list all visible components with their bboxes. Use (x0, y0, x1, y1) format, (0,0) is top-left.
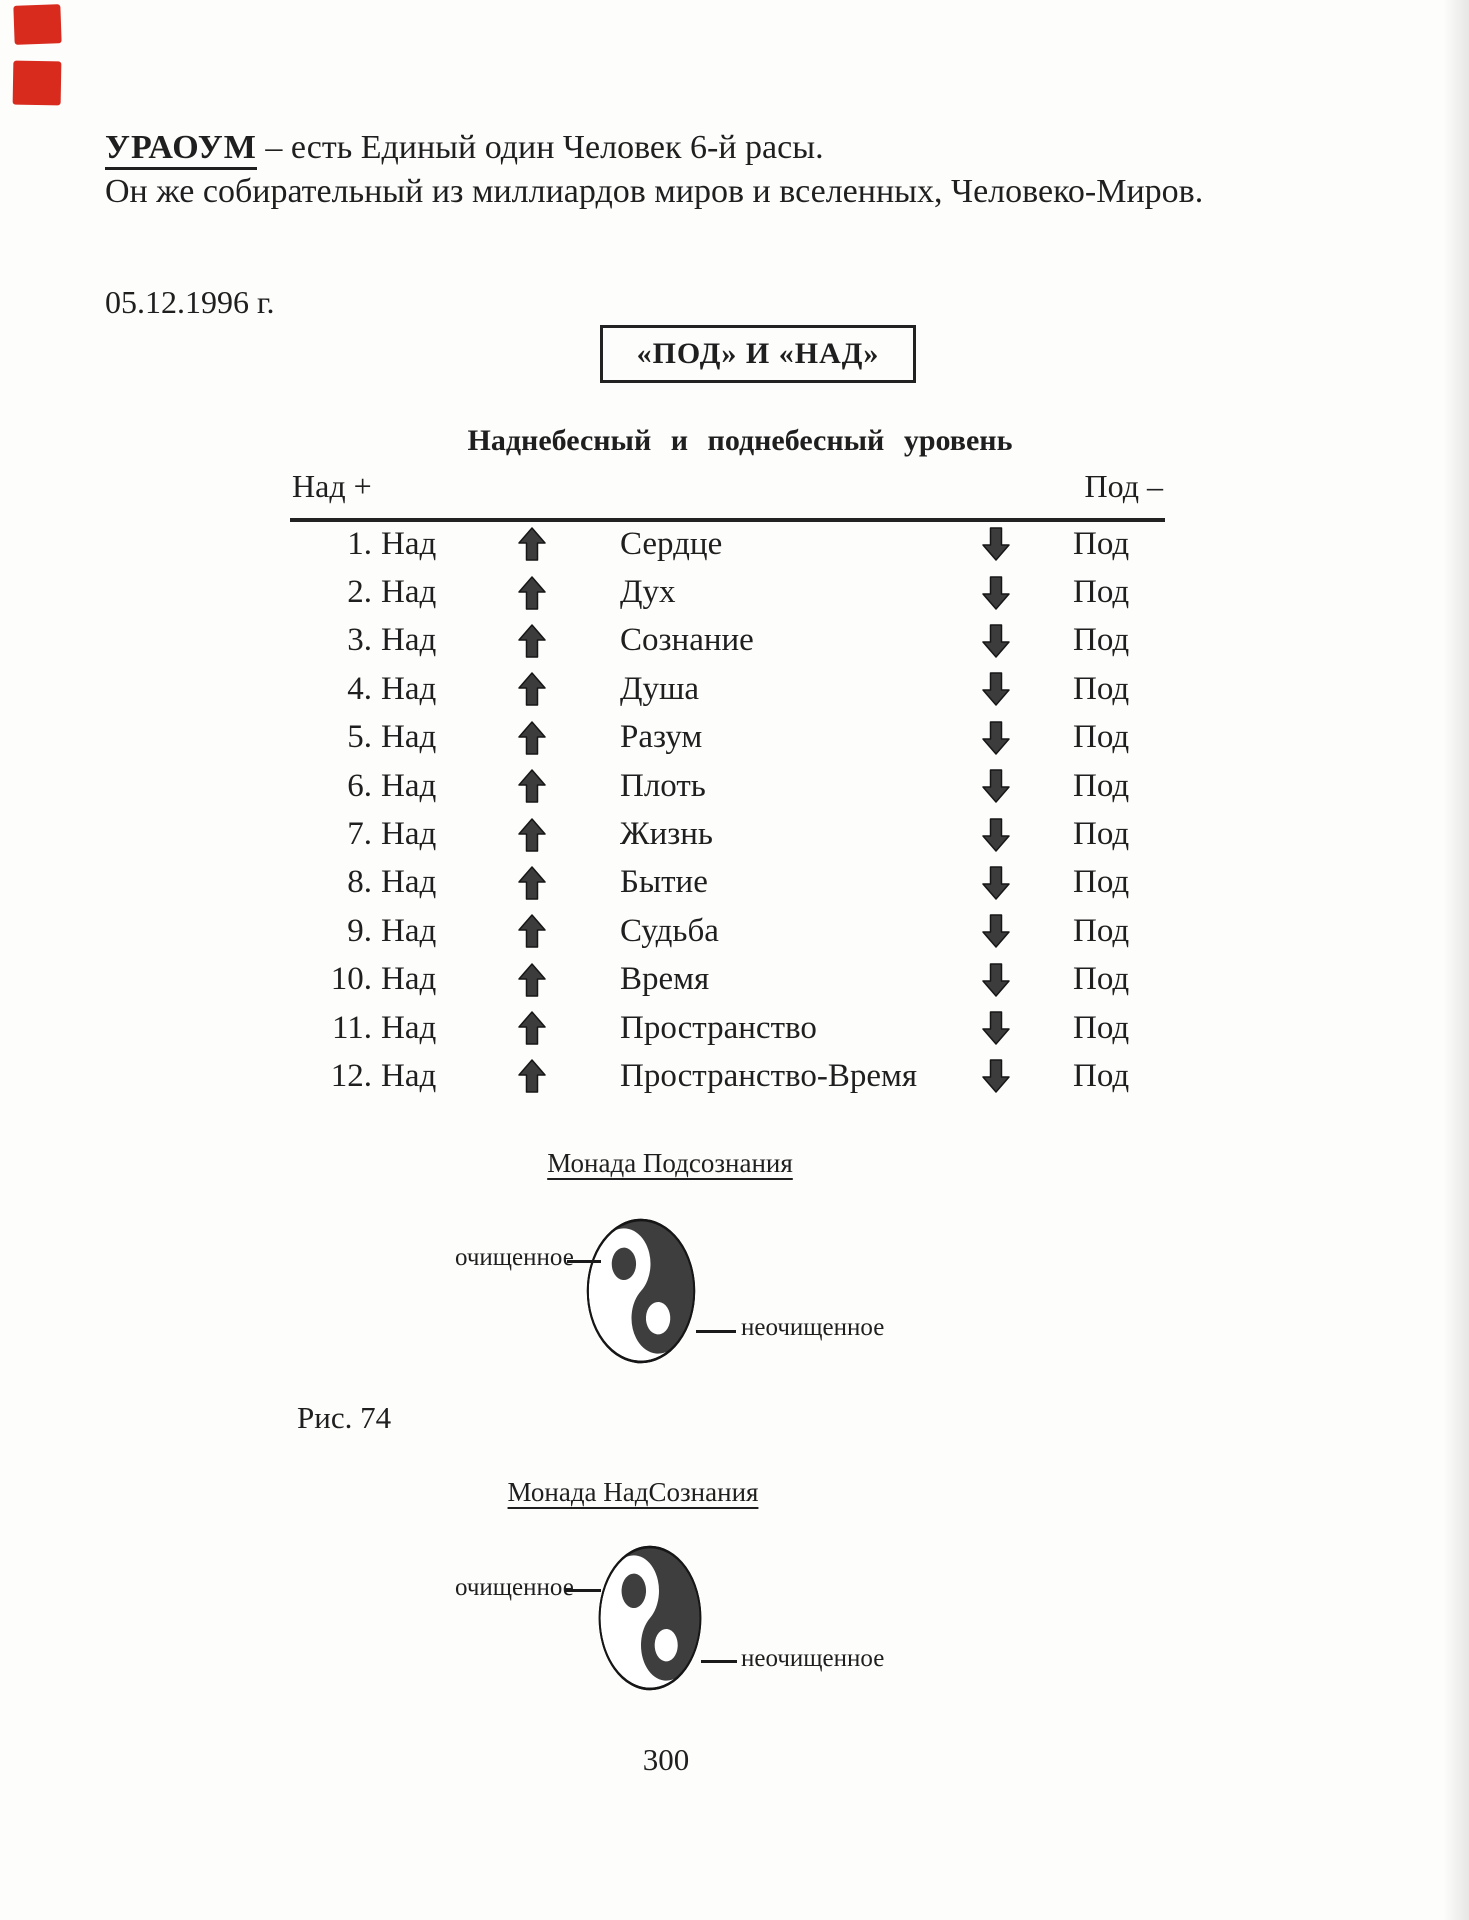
table-header-right: Под – (1084, 468, 1163, 504)
up-arrow-icon (462, 526, 602, 562)
yin-yang-diagram-2 (596, 1542, 704, 1694)
down-arrow-icon (952, 575, 1040, 611)
levels-table (290, 520, 1165, 1101)
row-number: 9. (347, 912, 372, 949)
row-pod-label: Под (1073, 719, 1130, 756)
row-number: 7. (347, 816, 372, 853)
header-term: УРАОУМ (105, 129, 257, 170)
row-term: Разум (620, 719, 703, 756)
page-number: 300 (642, 1742, 690, 1777)
down-arrow-icon (952, 1058, 1040, 1094)
row-number: 2. (347, 574, 372, 611)
boxed-title-text: «ПОД» И «НАД» (636, 337, 880, 370)
red-scan-mark (13, 61, 62, 106)
boxed-title (600, 325, 916, 383)
row-nad-label: Над (381, 912, 437, 949)
row-term: Время (620, 961, 710, 998)
up-arrow-icon (462, 1058, 602, 1094)
header-line-2: Он же собирательный из миллиардов миров и вселенных, Человеко-Миров. (105, 173, 1204, 210)
row-nad-label: Над (381, 525, 437, 562)
row-pod-label: Под (1073, 1057, 1130, 1094)
down-arrow-icon (952, 817, 1040, 853)
row-nad-label: Над (381, 574, 437, 611)
up-arrow-icon (462, 1010, 602, 1046)
row-term: Пространство (620, 1009, 817, 1046)
section-title: Наднебесный и поднебесный уровень (467, 424, 1013, 457)
red-scan-mark (13, 4, 61, 45)
scan-edge-shadow (1443, 0, 1469, 1920)
row-nad-label: Над (381, 961, 437, 998)
row-number: 4. (347, 670, 372, 707)
row-nad-label: Над (381, 767, 437, 804)
row-pod-label: Под (1073, 1009, 1130, 1046)
row-term: Судьба (620, 912, 719, 949)
row-term: Плоть (620, 767, 706, 804)
row-number: 8. (347, 864, 372, 901)
row-term: Сознание (620, 622, 754, 659)
row-pod-label: Под (1073, 816, 1130, 853)
monad-2-label-unpurified: неочищенное (741, 1645, 885, 1672)
down-arrow-icon (952, 623, 1040, 659)
row-nad-label: Над (381, 864, 437, 901)
row-nad-label: Над (381, 622, 437, 659)
monad-1-label-purified: очищенное (455, 1244, 574, 1271)
down-arrow-icon (952, 1010, 1040, 1046)
table-header (290, 468, 1165, 522)
down-arrow-icon (952, 962, 1040, 998)
row-pod-label: Под (1073, 574, 1130, 611)
monad-1-title: Монада Подсознания (547, 1148, 793, 1178)
up-arrow-icon (462, 962, 602, 998)
row-nad-label: Над (381, 1057, 437, 1094)
up-arrow-icon (462, 671, 602, 707)
row-pod-label: Под (1073, 525, 1130, 562)
row-pod-label: Под (1073, 864, 1130, 901)
monad-2-title: Монада НадСознания (507, 1477, 759, 1507)
down-arrow-icon (952, 526, 1040, 562)
date-text: 05.12.1996 г. (105, 284, 275, 320)
monad-1-label-unpurified: неочищенное (741, 1314, 885, 1341)
table-row (290, 1004, 1165, 1052)
up-arrow-icon (462, 575, 602, 611)
row-number: 10. (330, 961, 372, 998)
row-nad-label: Над (381, 719, 437, 756)
row-number: 1. (347, 525, 372, 562)
table-row (290, 810, 1165, 858)
monad-2-label-purified: очищенное (455, 1574, 574, 1601)
down-arrow-icon (952, 865, 1040, 901)
down-arrow-icon (952, 671, 1040, 707)
down-arrow-icon (952, 913, 1040, 949)
row-nad-label: Над (381, 1009, 437, 1046)
leader-line (565, 1589, 601, 1592)
row-pod-label: Под (1073, 912, 1130, 949)
table-row (290, 1052, 1165, 1100)
table-row (290, 714, 1165, 762)
row-term: Сердце (620, 525, 723, 562)
table-row (290, 859, 1165, 907)
table-row (290, 907, 1165, 955)
row-term: Пространство-Время (620, 1057, 918, 1094)
row-number: 3. (347, 622, 372, 659)
up-arrow-icon (462, 768, 602, 804)
table-row (290, 617, 1165, 665)
row-number: 11. (331, 1009, 372, 1046)
header-line-1 (105, 126, 824, 170)
row-pod-label: Под (1073, 767, 1130, 804)
row-nad-label: Над (381, 816, 437, 853)
row-term: Дух (620, 574, 676, 611)
leader-line (696, 1330, 736, 1333)
table-row (290, 762, 1165, 810)
down-arrow-icon (952, 720, 1040, 756)
up-arrow-icon (462, 817, 602, 853)
row-number: 5. (347, 719, 372, 756)
table-row (290, 520, 1165, 568)
table-header-left: Над + (292, 468, 372, 504)
up-arrow-icon (462, 913, 602, 949)
row-nad-label: Над (381, 670, 437, 707)
row-number: 6. (347, 767, 372, 804)
figure-caption: Рис. 74 (297, 1400, 392, 1435)
row-term: Душа (620, 670, 700, 707)
yin-yang-diagram-1 (584, 1215, 698, 1367)
row-pod-label: Под (1073, 670, 1130, 707)
row-term: Бытие (620, 864, 708, 901)
table-row (290, 956, 1165, 1004)
row-pod-label: Под (1073, 961, 1130, 998)
row-pod-label: Под (1073, 622, 1130, 659)
up-arrow-icon (462, 865, 602, 901)
down-arrow-icon (952, 768, 1040, 804)
leader-line (701, 1660, 737, 1663)
row-term: Жизнь (620, 816, 713, 853)
row-number: 12. (330, 1057, 372, 1094)
table-row (290, 665, 1165, 713)
header-line-1-rest: – есть Единый один Человек 6-й расы. (256, 129, 824, 166)
up-arrow-icon (462, 623, 602, 659)
leader-line (567, 1260, 601, 1263)
up-arrow-icon (462, 720, 602, 756)
table-row (290, 568, 1165, 616)
